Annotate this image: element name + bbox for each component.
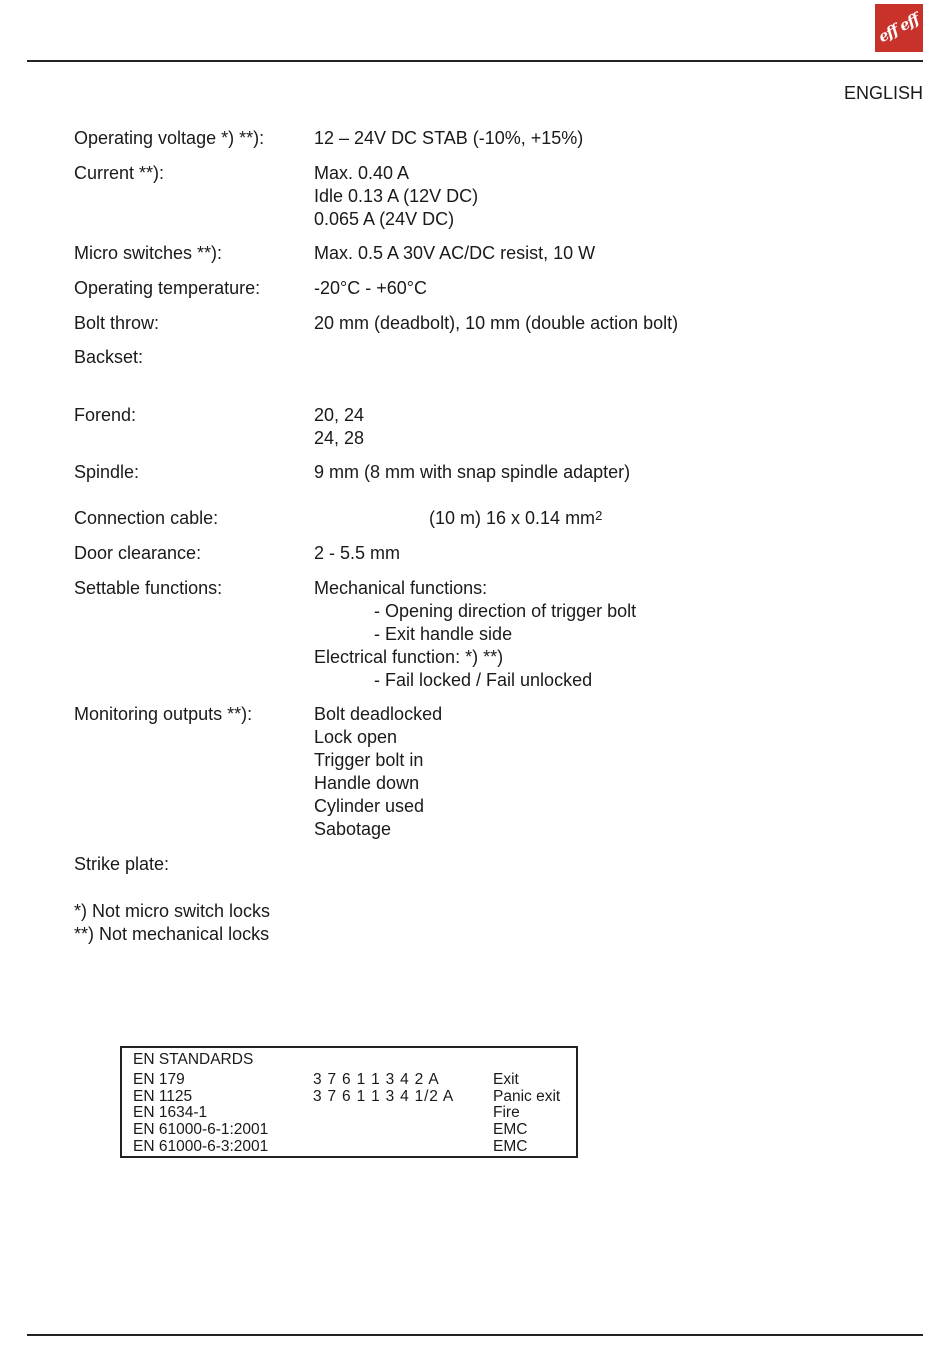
footnote: **) Not mechanical locks <box>74 924 270 944</box>
spec-value <box>314 404 364 450</box>
spec-value <box>314 162 478 231</box>
electrical-item: - Fail locked / Fail unlocked <box>374 670 593 690</box>
spec-label: Operating temperature: <box>74 278 261 298</box>
spec-label: Door clearance: <box>74 543 202 563</box>
eff-eff-logo <box>875 4 923 52</box>
spec-label: Micro switches **): <box>74 243 223 263</box>
standards-row <box>133 1105 573 1122</box>
current-line: 0.065 A (24V DC) <box>314 209 455 229</box>
spec-label: Bolt throw: <box>74 313 160 333</box>
spec-label: Monitoring outputs **): <box>74 704 253 724</box>
footer-rule <box>27 1334 923 1336</box>
spec-value: 2 - 5.5 mm <box>314 543 401 563</box>
monitoring-line: Handle down <box>314 773 420 793</box>
standards-row <box>133 1139 573 1156</box>
standard-number: 3 7 6 1 1 3 4 2 A <box>313 1071 440 1088</box>
standard-type: Fire <box>493 1104 520 1122</box>
standards-row <box>133 1072 573 1089</box>
cable-value-text: (10 m) 16 x 0.14 mm <box>429 508 596 528</box>
spec-label: Forend: <box>74 405 137 425</box>
en-standards-box <box>120 1046 578 1158</box>
spec-label: Current **): <box>74 163 165 183</box>
spec-value: -20°C - +60°C <box>314 278 427 298</box>
spec-value <box>314 577 636 692</box>
standard-name: EN 61000-6-3:2001 <box>133 1137 269 1155</box>
spec-label: Spindle: <box>74 462 140 482</box>
monitoring-line: Cylinder used <box>314 796 425 816</box>
mechanical-heading: Mechanical functions: <box>314 578 488 598</box>
standard-name: EN 1125 <box>133 1087 193 1105</box>
spec-label: Operating voltage *) **): <box>74 128 265 148</box>
language-label: ENGLISH <box>843 83 923 103</box>
forend-line: 20, 24 <box>314 405 365 425</box>
standard-type: EMC <box>493 1121 528 1139</box>
footnote: *) Not micro switch locks <box>74 901 271 921</box>
mechanical-item: - Opening direction of trigger bolt <box>374 601 637 621</box>
current-line: Max. 0.40 A <box>314 163 410 183</box>
standard-type: Exit <box>493 1071 519 1088</box>
forend-line: 24, 28 <box>314 428 365 448</box>
electrical-heading: Electrical function: *) **) <box>314 647 504 667</box>
spec-label: Connection cable: <box>74 508 219 528</box>
footnotes <box>74 900 270 946</box>
header-rule <box>27 60 923 62</box>
monitoring-line: Sabotage <box>314 819 392 839</box>
standard-name: EN 179 <box>133 1071 185 1088</box>
spec-value: 9 mm (8 mm with snap spindle adapter) <box>314 462 631 482</box>
standards-row <box>133 1089 573 1106</box>
mechanical-item: - Exit handle side <box>374 624 513 644</box>
spec-value <box>314 507 602 530</box>
logo-text: eff eff <box>875 9 923 47</box>
spec-label: Strike plate: <box>74 854 170 874</box>
cable-superscript: 2 <box>595 508 603 523</box>
current-line: Idle 0.13 A (12V DC) <box>314 186 479 206</box>
monitoring-line: Trigger bolt in <box>314 750 424 770</box>
spec-value <box>314 703 442 841</box>
standard-name: EN 61000-6-1:2001 <box>133 1121 269 1139</box>
spec-value: 12 – 24V DC STAB (-10%, +15%) <box>314 128 584 148</box>
standards-title: EN STANDARDS <box>133 1051 254 1068</box>
spec-label: Settable functions: <box>74 578 223 598</box>
monitoring-line: Bolt deadlocked <box>314 704 443 724</box>
standards-row <box>133 1122 573 1139</box>
spec-label: Backset: <box>74 347 144 367</box>
standard-number: 3 7 6 1 1 3 4 1/2 A <box>313 1087 455 1105</box>
spec-value: Max. 0.5 A 30V AC/DC resist, 10 W <box>314 243 596 263</box>
spec-value: 20 mm (deadbolt), 10 mm (double action bolt) <box>314 313 679 333</box>
standard-type: EMC <box>493 1137 528 1155</box>
monitoring-line: Lock open <box>314 727 398 747</box>
standard-type: Panic exit <box>493 1087 561 1105</box>
standard-name: EN 1634-1 <box>133 1104 208 1122</box>
